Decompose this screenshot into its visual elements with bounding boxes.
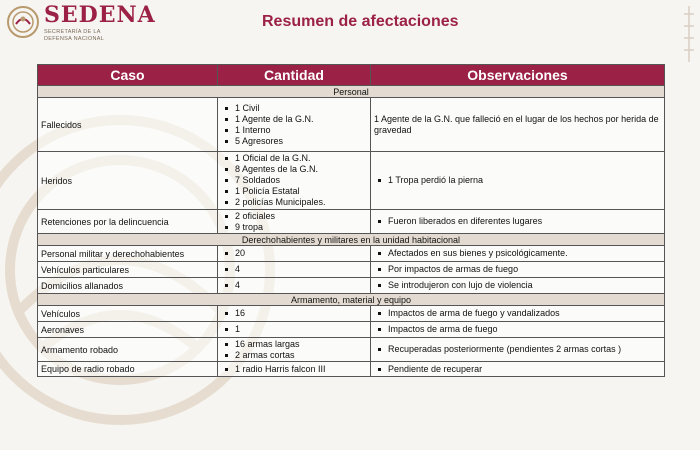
cell-cantidad: [218, 210, 371, 234]
brand-name: SEDENA: [44, 2, 156, 28]
cell-cantidad: [218, 246, 371, 262]
list-item: 8 Agentes de la G.N.: [235, 164, 367, 175]
cell-caso: Personal militar y derechohabientes: [38, 246, 218, 262]
cell-cantidad: [218, 152, 371, 210]
list-item: 1: [235, 324, 367, 335]
table-row: [38, 338, 665, 362]
affectations-table: [37, 64, 665, 377]
cell-cantidad: [218, 98, 371, 152]
cell-cantidad: [218, 338, 371, 362]
cell-caso: Retenciones por la delincuencia: [38, 210, 218, 234]
cell-observaciones: [371, 210, 665, 234]
observaciones-list: [374, 324, 661, 335]
cell-caso: Vehículos: [38, 306, 218, 322]
list-item: 2 oficiales: [235, 211, 367, 222]
cell-caso: Heridos: [38, 152, 218, 210]
cell-cantidad: [218, 306, 371, 322]
section-row: [38, 294, 665, 306]
cantidad-list: [221, 324, 367, 335]
table-row: [38, 362, 665, 377]
list-item: 1 radio Harris falcon III: [235, 364, 367, 375]
cantidad-list: [221, 248, 367, 259]
cell-cantidad: [218, 322, 371, 338]
list-item: Afectados en sus bienes y psicológicamente.: [388, 248, 661, 259]
page-header: [0, 0, 700, 62]
cell-caso: Armamento robado: [38, 338, 218, 362]
list-item: Impactos de arma de fuego: [388, 324, 661, 335]
list-item: 1 Oficial de la G.N.: [235, 153, 367, 164]
table-header-row: [38, 65, 665, 86]
observaciones-list: [374, 344, 661, 355]
cell-caso: Equipo de radio robado: [38, 362, 218, 377]
header-cantidad: Cantidad: [218, 65, 371, 86]
table-row: [38, 322, 665, 338]
list-item: 4: [235, 280, 367, 291]
observaciones-list: [374, 175, 661, 186]
list-item: Impactos de arma de fuego y vandalizados: [388, 308, 661, 319]
list-item: Recuperadas posteriormente (pendientes 2 armas cortas ): [388, 344, 661, 355]
header-caso: Caso: [38, 65, 218, 86]
list-item: 2 armas cortas: [235, 350, 367, 361]
brand-subtitle: [44, 29, 124, 42]
cell-observaciones: [371, 262, 665, 278]
observaciones-list: [374, 264, 661, 275]
table-row: [38, 246, 665, 262]
observaciones-list: [374, 364, 661, 375]
cell-observaciones: [371, 152, 665, 210]
observaciones-list: [374, 248, 661, 259]
cell-cantidad: [218, 362, 371, 377]
list-item: 16: [235, 308, 367, 319]
cell-caso: Fallecidos: [38, 98, 218, 152]
section-row: [38, 234, 665, 246]
table-body: [38, 86, 665, 377]
brand: [44, 3, 156, 42]
observaciones-list: [374, 216, 661, 227]
list-item: 1 Tropa perdió la pierna: [388, 175, 661, 186]
list-item: 1 Interno: [235, 125, 367, 136]
cell-observaciones: [371, 362, 665, 377]
cell-observaciones: [371, 246, 665, 262]
cell-caso: Domicilios allanados: [38, 278, 218, 294]
cantidad-list: [221, 211, 367, 233]
table-row: [38, 278, 665, 294]
page-title: Resumen de afectaciones: [262, 13, 459, 30]
section-title: Derechohabientes y militares en la unidad habitacional: [38, 234, 665, 246]
cantidad-list: [221, 103, 367, 147]
cell-caso: Vehículos particulares: [38, 262, 218, 278]
observaciones-list: [374, 308, 661, 319]
table-row: [38, 152, 665, 210]
list-item: Se introdujeron con lujo de violencia: [388, 280, 661, 291]
cell-observaciones: [371, 322, 665, 338]
cantidad-list: [221, 280, 367, 291]
cell-cantidad: [218, 278, 371, 294]
section-title: Personal: [38, 86, 665, 98]
header-observaciones: Observaciones: [371, 65, 665, 86]
cell-observaciones: [371, 338, 665, 362]
list-item: 5 Agresores: [235, 136, 367, 147]
list-item: Pendiente de recuperar: [388, 364, 661, 375]
list-item: 4: [235, 264, 367, 275]
national-emblem-icon: [6, 4, 40, 40]
observaciones-list: [374, 280, 661, 291]
cell-observaciones: [371, 306, 665, 322]
cell-observaciones: [371, 98, 665, 152]
brand-subtitle-line-2: DEFENSA NACIONAL: [44, 35, 105, 42]
list-item: 1 Policía Estatal: [235, 186, 367, 197]
list-item: 1 Agente de la G.N.: [235, 114, 367, 125]
observation-text: 1 Agente de la G.N. que falleció en el lugar de los hechos por herida de gravedad: [374, 113, 659, 135]
table-row: [38, 262, 665, 278]
list-item: 7 Soldados: [235, 175, 367, 186]
cantidad-list: [221, 364, 367, 375]
cantidad-list: [221, 339, 367, 361]
list-item: Fueron liberados en diferentes lugares: [388, 216, 661, 227]
brand-subtitle-line-1: SECRETARÍA DE LA: [44, 29, 101, 35]
cell-caso: Aeronaves: [38, 322, 218, 338]
section-title: Armamento, material y equipo: [38, 294, 665, 306]
cantidad-list: [221, 308, 367, 319]
corner-ornament-icon: [682, 4, 696, 64]
list-item: 20: [235, 248, 367, 259]
cell-cantidad: [218, 262, 371, 278]
list-item: 16 armas largas: [235, 339, 367, 350]
list-item: 9 tropa: [235, 222, 367, 233]
list-item: 2 policías Municipales.: [235, 197, 367, 208]
table-row: [38, 306, 665, 322]
list-item: Por impactos de armas de fuego: [388, 264, 661, 275]
table-row: [38, 98, 665, 152]
cantidad-list: [221, 153, 367, 208]
table-row: [38, 210, 665, 234]
list-item: 1 Civil: [235, 103, 367, 114]
section-row: [38, 86, 665, 98]
cell-observaciones: [371, 278, 665, 294]
cantidad-list: [221, 264, 367, 275]
